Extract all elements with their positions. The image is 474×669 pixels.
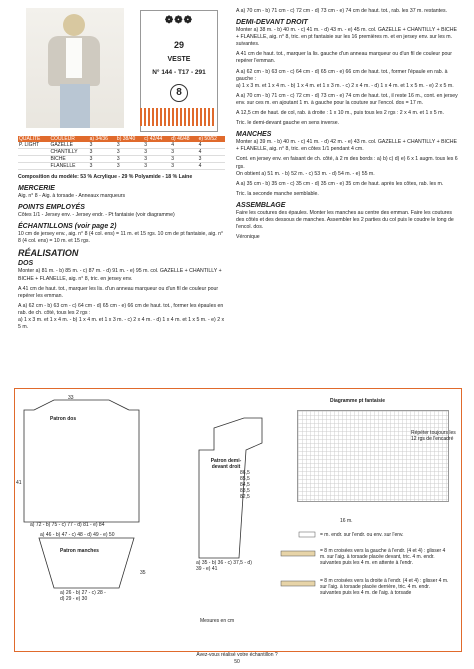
table-cell: 3: [143, 156, 170, 163]
table-cell: [18, 163, 49, 170]
yarn-col-header: COULEUR: [49, 136, 88, 142]
table-cell: BICHE: [49, 156, 88, 163]
ddd-text-5: A a) 70 cm - b) 71 cm - c) 72 cm - d) 73 cm - e) 74 cm de haut. tot., il reste 16 m., cont. en jersey env. sur ces m. en ajoutant 1 m. à gauche pour la couture sur l'encol. dos = 17 m.: [236, 92, 458, 106]
table-row: [18, 149, 225, 156]
yarn-balls-icon: ❁❁❁: [164, 15, 194, 26]
dos-bottom: a) 72 - b) 75 - c) 77 - d) 81 - e) 84: [30, 522, 105, 528]
left-column: [18, 174, 226, 331]
grid-width: 16 m.: [340, 518, 353, 524]
yarn-col-header: c) 42/44: [143, 136, 170, 142]
ddd-text-4: a) 1 x 3 m. et 1 x 4 m. - b) 1 x 4 m. et 1 x 3 m. - c) 2 x 4 m. - d) 1 x 4 m. et 1 x 5 m. - e) 2 x 5 m.: [236, 82, 454, 89]
manches-height: 35: [140, 570, 146, 576]
dos-label: Patron dos: [50, 416, 77, 422]
echantillons-text: 10 cm de jersey env., aig. n° 8 (4 col. ens) = 11 m. et 15 rgs. 10 cm de pt fantaisie, aig. n° 8 (4 col. ens) = 10 m. et 15 rgs.: [18, 231, 224, 245]
dos-width: 33: [68, 395, 74, 401]
table-cell: 3: [89, 149, 116, 156]
yarn-col-header: b) 38/40: [116, 136, 143, 142]
mesures-label: Mesures en cm: [200, 618, 235, 624]
manches-text-5: Tric. la seconde manche semblable.: [236, 190, 319, 197]
manches-text-2: Cont. en jersey env. en faisant de ch. côté, à 2 m des bords : a) b) c) d) e) 6 x 1 augm. tous les 6 rgs.: [236, 156, 458, 170]
mercerie-title: MERCERIE: [18, 185, 55, 193]
ddd-bottom: a) 35 - b) 36 - c) 37,5 - d) 39 - e) 41: [196, 560, 252, 572]
table-cell: 3: [170, 163, 197, 170]
legend-2: = 8 m croisées vers la gauche à l'endr. (4 et 4) : glisser 4 m. sur l'aig. à torsade placée devant, tric. 4 m. endr. suivantes puis les 4 m. en attente à l'endr.: [320, 548, 446, 566]
table-cell: CHANTILLY: [49, 149, 88, 156]
legend-1: = m. endr. sur l'endr. ou env. sur l'env.: [320, 532, 404, 538]
echantillons-title: ÉCHANTILLONS (voir page 2): [18, 223, 117, 231]
manches-bottom: a) 26 - b) 27 - c) 28 - d) 29 - e) 30: [60, 590, 106, 602]
footer-question: Avez-vous réalisé votre échantillon ?: [196, 652, 278, 658]
legend-swatch-3: [281, 581, 315, 586]
dos-text-2: A 41 cm de haut. tot., marquer les lis. d'un anneau marqueur ou d'un fil de couleur pour repérer les emman.: [18, 285, 219, 299]
table-cell: 3: [89, 163, 116, 170]
table-row: [18, 163, 225, 170]
yarn-col-header: d) 46/48: [170, 136, 197, 142]
composition: Composition du modèle: 53 % Acrylique - 29 % Polyamide - 18 % Laine: [18, 174, 193, 180]
ddg-text: Tric. le demi-devant gauche en sens inverse.: [236, 120, 340, 127]
table-cell: 3: [170, 156, 197, 163]
assemblage-title: ASSEMBLAGE: [236, 201, 286, 209]
level-badge: 8: [170, 84, 188, 102]
legend-swatch-2: [281, 551, 315, 556]
table-cell: [18, 156, 49, 163]
points-text: Côtes 1/1 - Jersey env. - Jersey endr. - Pt fantaisie (voir diagramme): [18, 212, 175, 219]
table-cell: 3: [116, 149, 143, 156]
dos-text-1: Monter a) 81 m. - b) 85 m. - c) 87 m. - d) 91 m. - e) 95 m. col. GAZELLE + CHANTILLY + BICHE + FLANELLE, aig. n° 8, tric. en jersey env.: [18, 268, 222, 282]
dos-height: 41: [16, 480, 22, 486]
ddd-text-2: A 41 cm de haut. tot., marquer la lis. gauche d'un anneau marqueur ou d'un fil de couleur pour repérer l'emman.: [236, 51, 452, 65]
dos-text-4: a) 1 x 3 m. et 1 x 4 m. - b) 1 x 4 m. et 1 x 3 m. - c) 2 x 4 m. - d) 1 x 4 m. et 1 x 5 m. - e) 2 x 5 m.: [18, 317, 225, 331]
yarn-col-header: QUALITÉ: [18, 136, 49, 142]
dos-title: DOS: [18, 260, 34, 268]
table-cell: 3: [116, 156, 143, 163]
table-cell: GAZELLE: [49, 142, 88, 149]
table-cell: 3: [198, 156, 225, 163]
table-cell: 3: [116, 142, 143, 149]
signature: Véronique: [236, 234, 260, 241]
realisation-title: RÉALISATION: [18, 248, 79, 259]
table-cell: 3: [143, 149, 170, 156]
manches-text-4: A a) 35 cm - b) 35 cm - c) 35 cm - d) 35 cm - e) 35 cm de haut. après les côtes, rab. les m.: [236, 180, 444, 187]
ddd-label: Patron demi-devant droit: [210, 458, 242, 470]
dos-pattern-shape: [24, 400, 139, 522]
table-cell: 3: [143, 163, 170, 170]
manches-top: a) 46 - b) 47 - c) 48 - d) 49 - e) 50: [40, 532, 115, 538]
decorative-stripes: [140, 108, 216, 126]
dos-text-3: A a) 62 cm - b) 63 cm - c) 64 cm - d) 65 cm - e) 66 cm de haut. tot., former les épaules en rab. de ch. côté, tous les 2 rgs :: [18, 302, 224, 316]
table-cell: 3: [143, 142, 170, 149]
yarn-col-header: a) 34/36: [89, 136, 116, 142]
manches-pattern-shape: [39, 538, 134, 588]
right-column: [236, 8, 460, 241]
yarn-table: [18, 136, 225, 170]
diagramme-title: Diagramme pt fantaisie: [330, 398, 386, 404]
diagram-grid: [297, 410, 449, 502]
table-cell: 3: [89, 156, 116, 163]
dos-end: A a) 70 cm - b) 71 cm - c) 72 cm - d) 73 cm - e) 74 cm de haut. tot., rab. les 37 m. restantes.: [236, 8, 448, 14]
table-cell: [18, 149, 49, 156]
assemblage-text: Faire les coutures des épaules. Monter les manches au centre des emman. Faire les coutures des côtés et des dessous de manches. Assembler les 2 parties du col puis le coudre le long de l'encol. dos.: [236, 209, 454, 231]
table-cell: 4: [198, 163, 225, 170]
manches-label: Patron manches: [60, 548, 99, 554]
ddd-values: 86,5 85,5 84,5 83,5 82,5: [240, 470, 250, 500]
table-cell: 3: [89, 142, 116, 149]
ddd-text-1: Monter a) 38 m. - b) 40 m. - c) 41 m. - d) 43 m. - e) 45 m. col. GAZELLE + CHANTILLY + BICHE + FLANELLE, aig. n° 8, tric. en pt fantaisie sur les 16 premières m. et en jersey env. sur les m. suivantes.: [236, 27, 457, 48]
table-cell: P. LIGHT: [18, 142, 49, 149]
table-cell: 3: [116, 163, 143, 170]
repeter-note: Répéter toujours les 12 rgs de l'encadré: [411, 430, 456, 442]
legend-swatch-1: [299, 532, 315, 537]
manches-text-3: On obtient a) 51 m. - b) 52 m. - c) 53 m. - d) 54 m. - e) 55 m.: [236, 170, 375, 177]
table-cell: 4: [198, 142, 225, 149]
points-title: POINTS EMPLOYÉS: [18, 204, 85, 212]
table-cell: 3: [170, 149, 197, 156]
yarn-col-header: e) 50/52: [198, 136, 225, 142]
table-row: [18, 156, 225, 163]
table-cell: 4: [170, 142, 197, 149]
legend-3: = 8 m croisées vers la droite à l'endr. (4 et 4) : glisser 4 m. sur l'aig. à torsade placée derrière, tric. 4 m. endr. suivantes puis les 4 m. de l'aig. à torsade: [320, 578, 449, 596]
manches-title: MANCHES: [236, 131, 272, 139]
page-number: 50: [234, 659, 240, 665]
table-cell: FLANELLE: [49, 163, 88, 170]
ddd-text-6: A 12,5 cm de haut. de col, rab. à droite : 1 x 10 m., puis tous les 2 rgs : 2 x 4 m. et 1 x 5 m.: [236, 110, 444, 117]
ddd-title: DEMI-DEVANT DROIT: [236, 19, 308, 27]
manches-text-1: Monter a) 39 m. - b) 40 m. - c) 41 m. - d) 42 m. - e) 43 m. col. GAZELLE + CHANTILLY + BICHE + FLANELLE, aig. n° 8, tric. en côtes 1/1 pendant 4 cm.: [236, 139, 457, 153]
ddd-text-3: A a) 62 cm - b) 63 cm - c) 64 cm - d) 65 cm - e) 66 cm de haut. tot., former l'épaule en rab. à gauche :: [236, 68, 448, 82]
model-photo: [26, 8, 124, 128]
mercerie-text: Aig. n° 8 - Aig. à torsade - Anneaux marqueurs: [18, 193, 126, 200]
pattern-number: 29: [173, 40, 184, 50]
model-name: VESTE: [167, 56, 191, 63]
reference: N° 144 - T17 - 291: [152, 69, 206, 76]
table-cell: 4: [198, 149, 225, 156]
